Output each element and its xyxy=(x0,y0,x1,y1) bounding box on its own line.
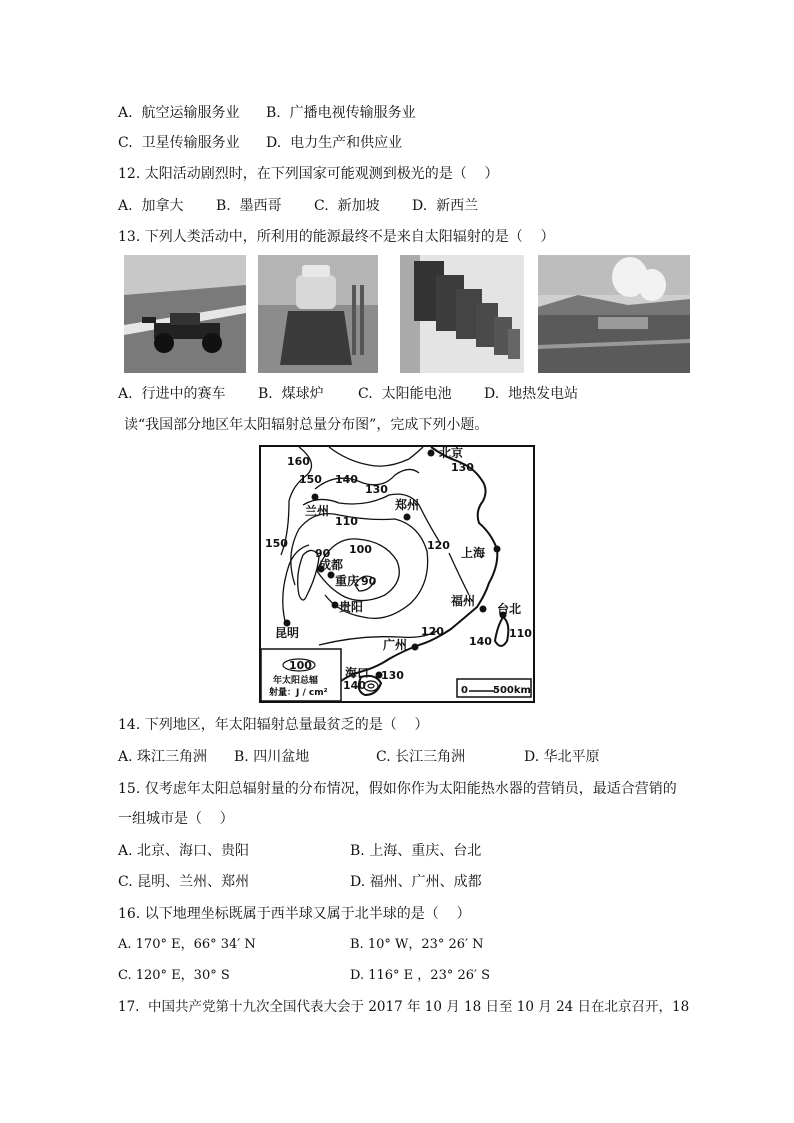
q14-stem: 14. 下列地区，年太阳辐射总量最贫乏的是（ ） xyxy=(118,717,429,733)
city-label-kunming: 昆明 xyxy=(275,626,300,640)
q16-option-d: D. 116° E ，23° 26′ S xyxy=(350,968,490,983)
q11-option-c: C. 卫星传输服务业 xyxy=(118,135,240,151)
race-car-photo xyxy=(124,255,246,373)
q15-option-c: C. 昆明、兰州、郑州 xyxy=(118,874,250,890)
q16-option-b: B. 10° W，23° 26′ N xyxy=(350,937,484,952)
coal-stove-photo xyxy=(258,255,378,373)
q15-stem-line2: 一组城市是（ ） xyxy=(118,811,234,827)
q11-option-d: D. 电力生产和供应业 xyxy=(266,135,403,151)
q15-option-b: B. 上海、重庆、台北 xyxy=(350,843,482,859)
isoline-label-130-hainan: 130 xyxy=(381,669,404,682)
q16-option-c: C. 120° E，30° S xyxy=(118,968,230,983)
solar-panel-photo xyxy=(400,255,524,373)
q15-stem-line1: 15. 仅考虑年太阳总辐射量的分布情况，假如你作为太阳能热水器的营销员，最适合营销的 xyxy=(118,781,677,797)
city-dot-chongqing xyxy=(328,572,335,579)
geothermal-plant-photo xyxy=(538,255,690,373)
q14-option-b: B. 四川盆地 xyxy=(234,749,310,765)
q15-option-d: D. 福州、广州、成都 xyxy=(350,874,482,890)
q14-option-c: C. 长江三角洲 xyxy=(376,749,466,765)
city-label-lanzhou: 兰州 xyxy=(305,504,330,518)
q12-stem: 12. 太阳活动剧烈时，在下列国家可能观测到极光的是（ ） xyxy=(118,166,499,182)
q11-option-a: A. 航空运输服务业 xyxy=(118,105,240,121)
city-label-shanghai: 上海 xyxy=(461,546,486,560)
city-label-zhengzhou: 郑州 xyxy=(395,498,420,512)
isoline-label-150-north: 150 xyxy=(299,473,322,486)
city-dot-lanzhou xyxy=(312,494,319,501)
city-dot-guangzhou xyxy=(412,644,419,651)
isoline-label-140-taiwan: 140 xyxy=(469,635,492,648)
q17-stem: 17. 中国共产党第十九次全国代表大会于 2017 年 10 月 18 日至 10 月 24 日在北京召开，18 xyxy=(118,999,690,1015)
q13-option-b: B. 煤球炉 xyxy=(258,386,324,402)
q13-stem: 13. 下列人类活动中，所利用的能源最终不是来自太阳辐射的是（ ） xyxy=(118,229,555,245)
isoline-label-160: 160 xyxy=(287,455,310,468)
isoline-label-110-taiwan: 110 xyxy=(509,627,532,640)
city-label-guiyang: 贵阳 xyxy=(339,600,364,614)
city-label-fuzhou: 福州 xyxy=(451,594,476,608)
q12-option-d: D. 新西兰 xyxy=(412,198,479,214)
isoline-label-150-west: 150 xyxy=(265,537,288,550)
q14-option-d: D. 华北平原 xyxy=(524,749,600,765)
q13-option-d: D. 地热发电站 xyxy=(484,386,579,402)
isoline-label-90-east: 90 xyxy=(361,575,377,588)
scale-zero: 0 xyxy=(461,685,468,696)
isoline-label-130-north: 130 xyxy=(365,483,388,496)
q12-option-c: C. 新加坡 xyxy=(314,198,380,214)
city-label-taibei: 台北 xyxy=(497,602,522,616)
reading-intro: 读“我国部分地区年太阳辐射总量分布图”，完成下列小题。 xyxy=(124,417,489,433)
q14-option-a: A. 珠江三角洲 xyxy=(118,749,208,765)
city-label-beijing: 北京 xyxy=(439,446,464,460)
city-label-haikou: 海口 xyxy=(345,666,370,680)
isoline-label-140-north: 140 xyxy=(335,473,358,486)
city-label-chongqing: 重庆 xyxy=(335,574,360,588)
isoline-label-120-south: 120 xyxy=(421,625,444,638)
isoline-label-140-hainan: 140 xyxy=(343,679,366,692)
q15-option-a: A. 北京、海口、贵阳 xyxy=(118,843,250,859)
city-dot-beijing xyxy=(428,450,435,457)
isoline-label-120-east: 120 xyxy=(427,539,450,552)
city-label-guangzhou: 广州 xyxy=(383,638,408,652)
isoline-label-100: 100 xyxy=(349,543,372,556)
isoline-label-110: 110 xyxy=(335,515,358,528)
q16-option-a: A. 170° E，66° 34′ N xyxy=(118,937,256,952)
scale-distance: 500km xyxy=(493,685,531,696)
city-label-chengdu: 成都 xyxy=(319,558,344,572)
q12-option-a: A. 加拿大 xyxy=(118,198,184,214)
q12-option-b: B. 墨西哥 xyxy=(216,198,282,214)
city-dot-fuzhou xyxy=(480,606,487,613)
city-dot-shanghai xyxy=(494,546,501,553)
isoline-label-130-beijing: 130 xyxy=(451,461,474,474)
legend-title: 年太阳总辐 xyxy=(273,676,319,686)
legend-unit: 射量：J / cm² xyxy=(269,688,328,698)
q11-option-b: B. 广播电视传输服务业 xyxy=(266,105,416,121)
q16-stem: 16. 以下地理坐标既属于西半球又属于北半球的是（ ） xyxy=(118,906,471,922)
isoline-label-90-west: 90 xyxy=(315,547,331,560)
solar-radiation-map xyxy=(259,445,535,703)
q13-option-a: A. 行进中的赛车 xyxy=(118,386,226,402)
city-dot-guiyang xyxy=(332,602,339,609)
q13-option-c: C. 太阳能电池 xyxy=(358,386,452,402)
city-dot-zhengzhou xyxy=(404,514,411,521)
legend-sample-value: 100 xyxy=(289,659,312,672)
